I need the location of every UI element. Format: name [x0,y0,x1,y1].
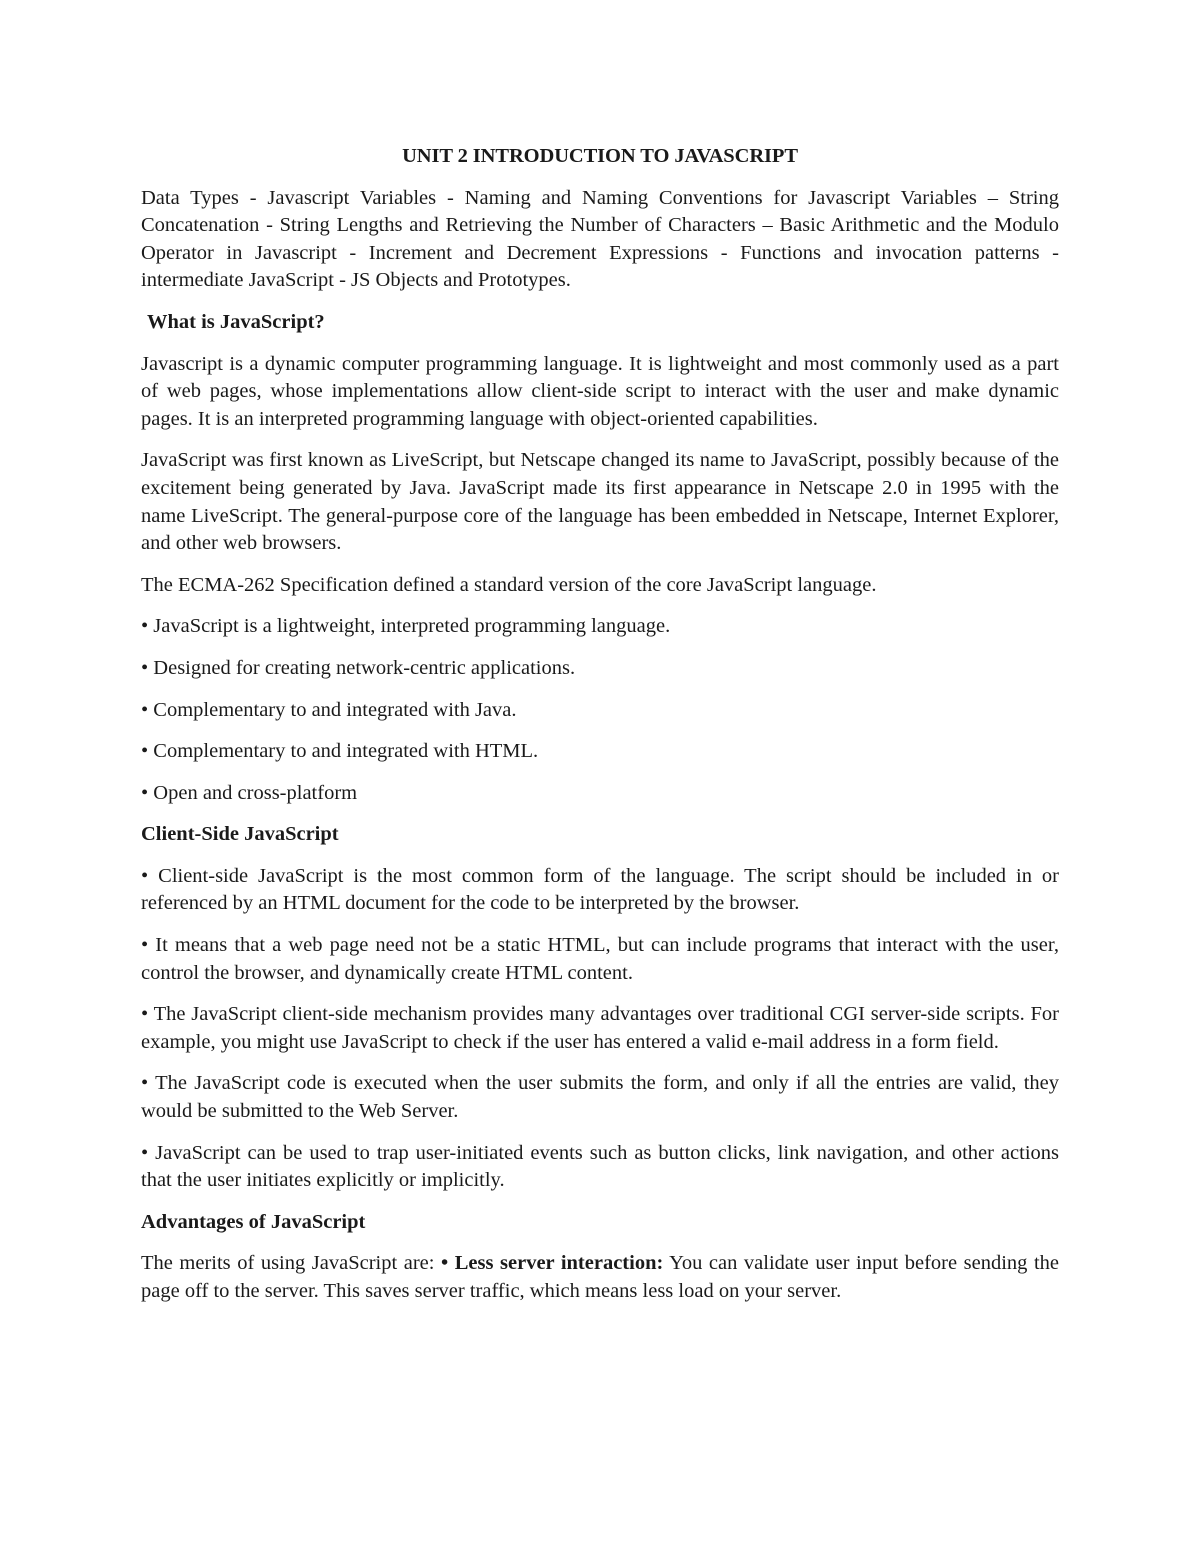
what-bullet-2: • Designed for creating network-centric applications. [141,656,576,679]
heading-what-is-javascript: What is JavaScript? [147,310,325,333]
document-content [141,143,1059,1320]
what-bullet-3: • Complementary to and integrated with Java. [141,698,517,721]
client-bullet-4: • The JavaScript code is executed when the user submits the form, and only if all the entries are valid, they would be submitted to the Web Server. [141,1072,1059,1123]
topics-paragraph: Data Types - Javascript Variables - Naming and Naming Conventions for Javascript Variables – String Concatenation - String Lengths and Retrieving the Number of Characters – Basic Arithmetic and the Modulo Operator in Javascript - Increment and Decrement Expressions - Functions and invocation patterns - intermediate JavaScript - JS Objects and Prototypes. [141,186,1059,292]
client-bullet-2: • It means that a web page need not be a static HTML, but can include programs that interact with the user, control the browser, and dynamically create HTML content. [141,934,1059,984]
client-bullet-1: • Client-side JavaScript is the most common form of the language. The script should be included in or referenced by an HTML document for the code to be interpreted by the browser. [141,864,1059,915]
document-title: UNIT 2 INTRODUCTION TO JAVASCRIPT [402,145,798,167]
what-bullet-1: • JavaScript is a lightweight, interpreted programming language. [141,615,671,638]
what-bullet-4: • Complementary to and integrated with HTML. [141,740,539,763]
heading-advantages-of-javascript: Advantages of JavaScript [141,1210,366,1233]
what-paragraph-3: The ECMA-262 Specification defined a standard version of the core JavaScript language. [141,573,877,596]
heading-client-side-javascript: Client-Side JavaScript [141,823,339,846]
advantages-item-label: • Less server interaction: [441,1252,664,1275]
advantages-item-text: You can validate user input before sending the page off to the server. This saves server traffic, which means less load on your server. [141,1252,1059,1302]
what-paragraph-1: Javascript is a dynamic computer programming language. It is lightweight and most commonly used as a part of web pages, whose implementations allow client-side script to interact with the user and make dynamic pages. It is an interpreted programming language with object-oriented capabilities. [141,352,1059,430]
client-bullet-5: • JavaScript can be used to trap user-initiated events such as button clicks, link navigation, and other actions that the user initiates explicitly or implicitly. [141,1141,1059,1192]
advantages-intro: The merits of using JavaScript are: [141,1252,442,1275]
advantages-paragraph [141,1250,1059,1305]
client-bullet-3: • The JavaScript client-side mechanism provides many advantages over traditional CGI server-side scripts. For example, you might use JavaScript to check if the user has entered a valid e-mail address in a form field. [141,1003,1059,1053]
what-paragraph-2: JavaScript was first known as LiveScript, but Netscape changed its name to JavaScript, possibly because of the excitement being generated by Java. JavaScript made its first appearance in Netscape 2.0 in 1995 with the name LiveScript. The general-purpose core of the language has been embedded in Netscape, Internet Explorer, and other web browsers. [141,449,1059,555]
what-bullet-5: • Open and cross-platform [141,781,358,804]
